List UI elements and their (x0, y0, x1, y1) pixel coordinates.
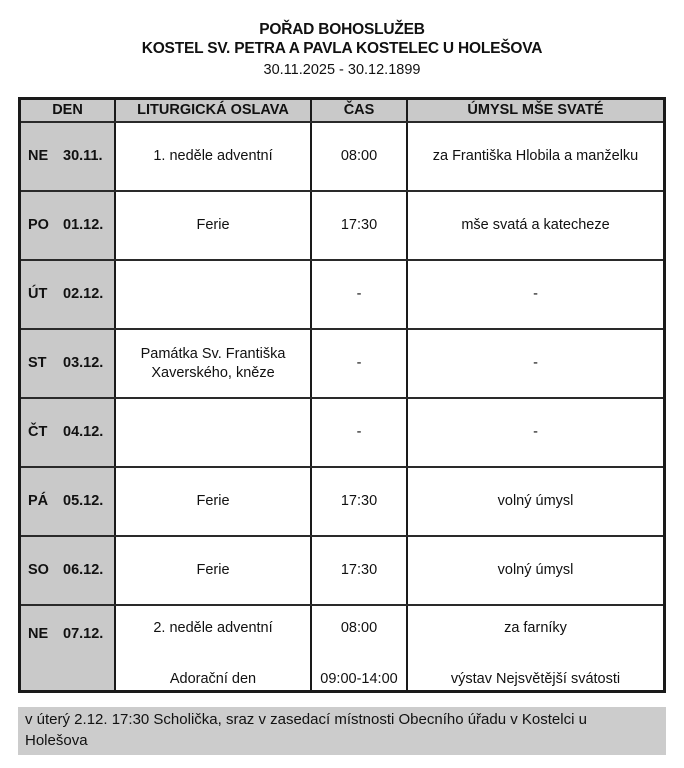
column-header-cas: ČAS (312, 100, 408, 121)
day-abbrev: ÚT (28, 286, 48, 302)
time-cell (312, 606, 408, 690)
celebration-cell (116, 399, 312, 466)
table-header-row (21, 100, 663, 123)
cell-text: Ferie (196, 217, 230, 233)
day-cell (21, 330, 116, 397)
day-abbrev: ST (28, 355, 47, 371)
day-date: 02.12. (63, 286, 104, 302)
day-date: 05.12. (63, 493, 104, 509)
page-title: POŘAD BOHOSLUŽEB (259, 21, 425, 38)
cell-text: 08:00 (340, 620, 378, 636)
day-cell (21, 123, 116, 190)
celebration-cell (116, 261, 312, 328)
cell-text: 17:30 (340, 562, 378, 578)
cell-text: Památka Sv. Františka Xaverského, kněze (140, 345, 286, 381)
intention-cell (408, 192, 663, 259)
cell-text: za Františka Hlobila a manželku (432, 148, 639, 164)
cell-text: 1. neděle adventní (153, 148, 273, 164)
intention-cell (408, 330, 663, 397)
page-subtitle: KOSTEL SV. PETRA A PAVLA KOSTELEC U HOLEŠOVA (141, 40, 543, 57)
celebration-cell (116, 606, 312, 690)
time-cell (312, 537, 408, 604)
day-cell (21, 399, 116, 466)
day-abbrev: NE (28, 626, 49, 642)
column-header-umysl: ÚMYSL MŠE SVATÉ (408, 100, 663, 121)
cell-text: 09:00-14:00 (320, 671, 398, 687)
table-body (21, 123, 663, 690)
time-cell (312, 399, 408, 466)
day-cell (21, 468, 116, 535)
intention-cell (408, 399, 663, 466)
cell-text: 2. neděle adventní (153, 620, 273, 636)
intention-cell (408, 123, 663, 190)
footer-note (18, 707, 666, 755)
intention-cell (408, 606, 663, 690)
column-header-den: DEN (21, 100, 116, 121)
cell-text: volný úmysl (497, 493, 574, 509)
column-header-oslava: LITURGICKÁ OSLAVA (116, 100, 312, 121)
document-header (0, 0, 684, 80)
cell-text: - (533, 424, 538, 440)
table-row (21, 123, 663, 192)
table-row (21, 537, 663, 606)
intention-cell (408, 537, 663, 604)
table-row (21, 399, 663, 468)
day-cell (21, 537, 116, 604)
day-abbrev: PO (28, 217, 49, 233)
schedule-table (18, 97, 666, 693)
cell-text: - (356, 286, 362, 302)
cell-text: 08:00 (340, 148, 378, 164)
table-row (21, 606, 663, 690)
cell-text: za farníky (504, 620, 567, 636)
cell-text: 17:30 (340, 493, 378, 509)
day-date: 01.12. (63, 217, 104, 233)
table-row (21, 192, 663, 261)
celebration-cell (116, 537, 312, 604)
day-cell (21, 606, 116, 690)
day-date: 30.11. (63, 148, 103, 164)
cell-text: 17:30 (340, 217, 378, 233)
time-cell (312, 468, 408, 535)
table-row (21, 261, 663, 330)
day-abbrev: NE (28, 148, 49, 164)
time-cell (312, 123, 408, 190)
cell-text: výstav Nejsvětější svátosti (450, 671, 621, 687)
day-abbrev: SO (28, 562, 49, 578)
celebration-cell (116, 123, 312, 190)
celebration-cell (116, 468, 312, 535)
table-row (21, 468, 663, 537)
day-date: 06.12. (63, 562, 104, 578)
table-row (21, 330, 663, 399)
time-cell (312, 330, 408, 397)
cell-text: - (533, 355, 538, 371)
cell-text: - (356, 355, 362, 371)
time-cell (312, 261, 408, 328)
cell-text: mše svatá a katecheze (461, 217, 610, 233)
celebration-cell (116, 330, 312, 397)
day-date: 03.12. (63, 355, 104, 371)
day-cell (21, 261, 116, 328)
cell-text: Adorační den (169, 671, 257, 687)
day-abbrev: PÁ (28, 493, 49, 509)
cell-text: volný úmysl (497, 562, 574, 578)
intention-cell (408, 468, 663, 535)
date-range: 30.11.2025 - 30.12.1899 (263, 62, 421, 78)
cell-text: - (533, 286, 538, 302)
day-cell (21, 192, 116, 259)
day-date: 07.12. (63, 626, 104, 642)
footer-note-text: v úterý 2.12. 17:30 Scholička, sraz v zasedací místnosti Obecního úřadu v Kostelci u Holešova (25, 711, 587, 749)
celebration-cell (116, 192, 312, 259)
day-abbrev: ČT (28, 424, 48, 440)
cell-text: Ferie (196, 562, 230, 578)
time-cell (312, 192, 408, 259)
cell-text: - (356, 424, 362, 440)
intention-cell (408, 261, 663, 328)
day-date: 04.12. (63, 424, 104, 440)
cell-text: Ferie (196, 493, 230, 509)
